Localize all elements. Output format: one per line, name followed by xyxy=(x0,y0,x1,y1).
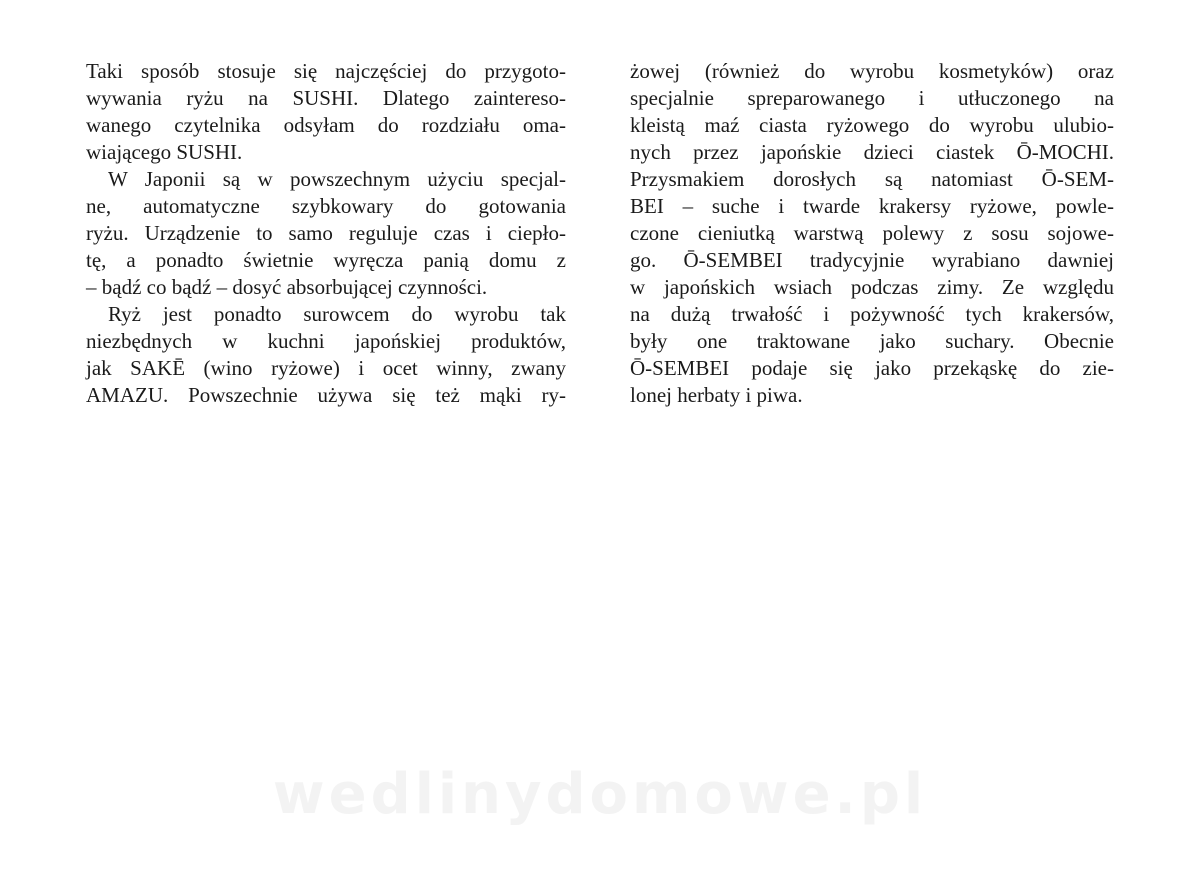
text-line: nych przez japońskie dzieci ciastek Ō-MOCHI. xyxy=(630,140,1114,164)
text-line: go. Ō-SEMBEI tradycyjnie wyrabiano dawniej xyxy=(630,248,1114,272)
text-line: kleistą maź ciasta ryżowego do wyrobu ulubio- xyxy=(630,113,1114,137)
text-line: niezbędnych w kuchni japońskiej produktów, xyxy=(86,329,566,353)
text-line: tę, a ponadto świetnie wyręcza panią domu z xyxy=(86,248,566,272)
left-text-column xyxy=(86,58,566,409)
text-line: wanego czytelnika odsyłam do rozdziału oma- xyxy=(86,113,566,137)
text-line: BEI – suche i twarde krakersy ryżowe, powle- xyxy=(630,194,1114,218)
text-line: były one traktowane jako suchary. Obecnie xyxy=(630,329,1114,353)
text-line: W Japonii są w powszechnym użyciu specjal- xyxy=(108,167,566,191)
right-text-column xyxy=(630,58,1114,409)
text-line: żowej (również do wyrobu kosmetyków) oraz xyxy=(630,59,1114,83)
text-line: wywania ryżu na SUSHI. Dlatego zaintereso- xyxy=(86,86,566,110)
text-line: ne, automatyczne szybkowary do gotowania xyxy=(86,194,566,218)
text-line: Przysmakiem dorosłych są natomiast Ō-SEM- xyxy=(630,167,1114,191)
text-line: jak SAKĒ (wino ryżowe) i ocet winny, zwany xyxy=(86,356,566,380)
text-line: ryżu. Urządzenie to samo reguluje czas i ciepło- xyxy=(86,221,566,245)
text-line: czone cieniutką warstwą polewy z sosu sojowe- xyxy=(630,221,1114,245)
text-line: Ō-SEMBEI podaje się jako przekąskę do zie- xyxy=(630,356,1114,380)
text-line: Ryż jest ponadto surowcem do wyrobu tak xyxy=(108,302,566,326)
text-line: specjalnie spreparowanego i utłuczonego na xyxy=(630,86,1114,110)
text-line: na dużą trwałość i pożywność tych krakersów, xyxy=(630,302,1114,326)
watermark: wedlinydomowe.pl xyxy=(272,762,928,827)
text-line: – bądź co bądź – dosyć absorbującej czynności. xyxy=(86,275,488,299)
text-line: w japońskich wsiach podczas zimy. Ze względu xyxy=(630,275,1114,299)
text-line: Taki sposób stosuje się najczęściej do przygoto- xyxy=(86,59,566,83)
text-line: wiającego SUSHI. xyxy=(86,140,243,164)
text-line: AMAZU. Powszechnie używa się też mąki ry- xyxy=(86,383,566,407)
text-line: lonej herbaty i piwa. xyxy=(630,383,803,407)
